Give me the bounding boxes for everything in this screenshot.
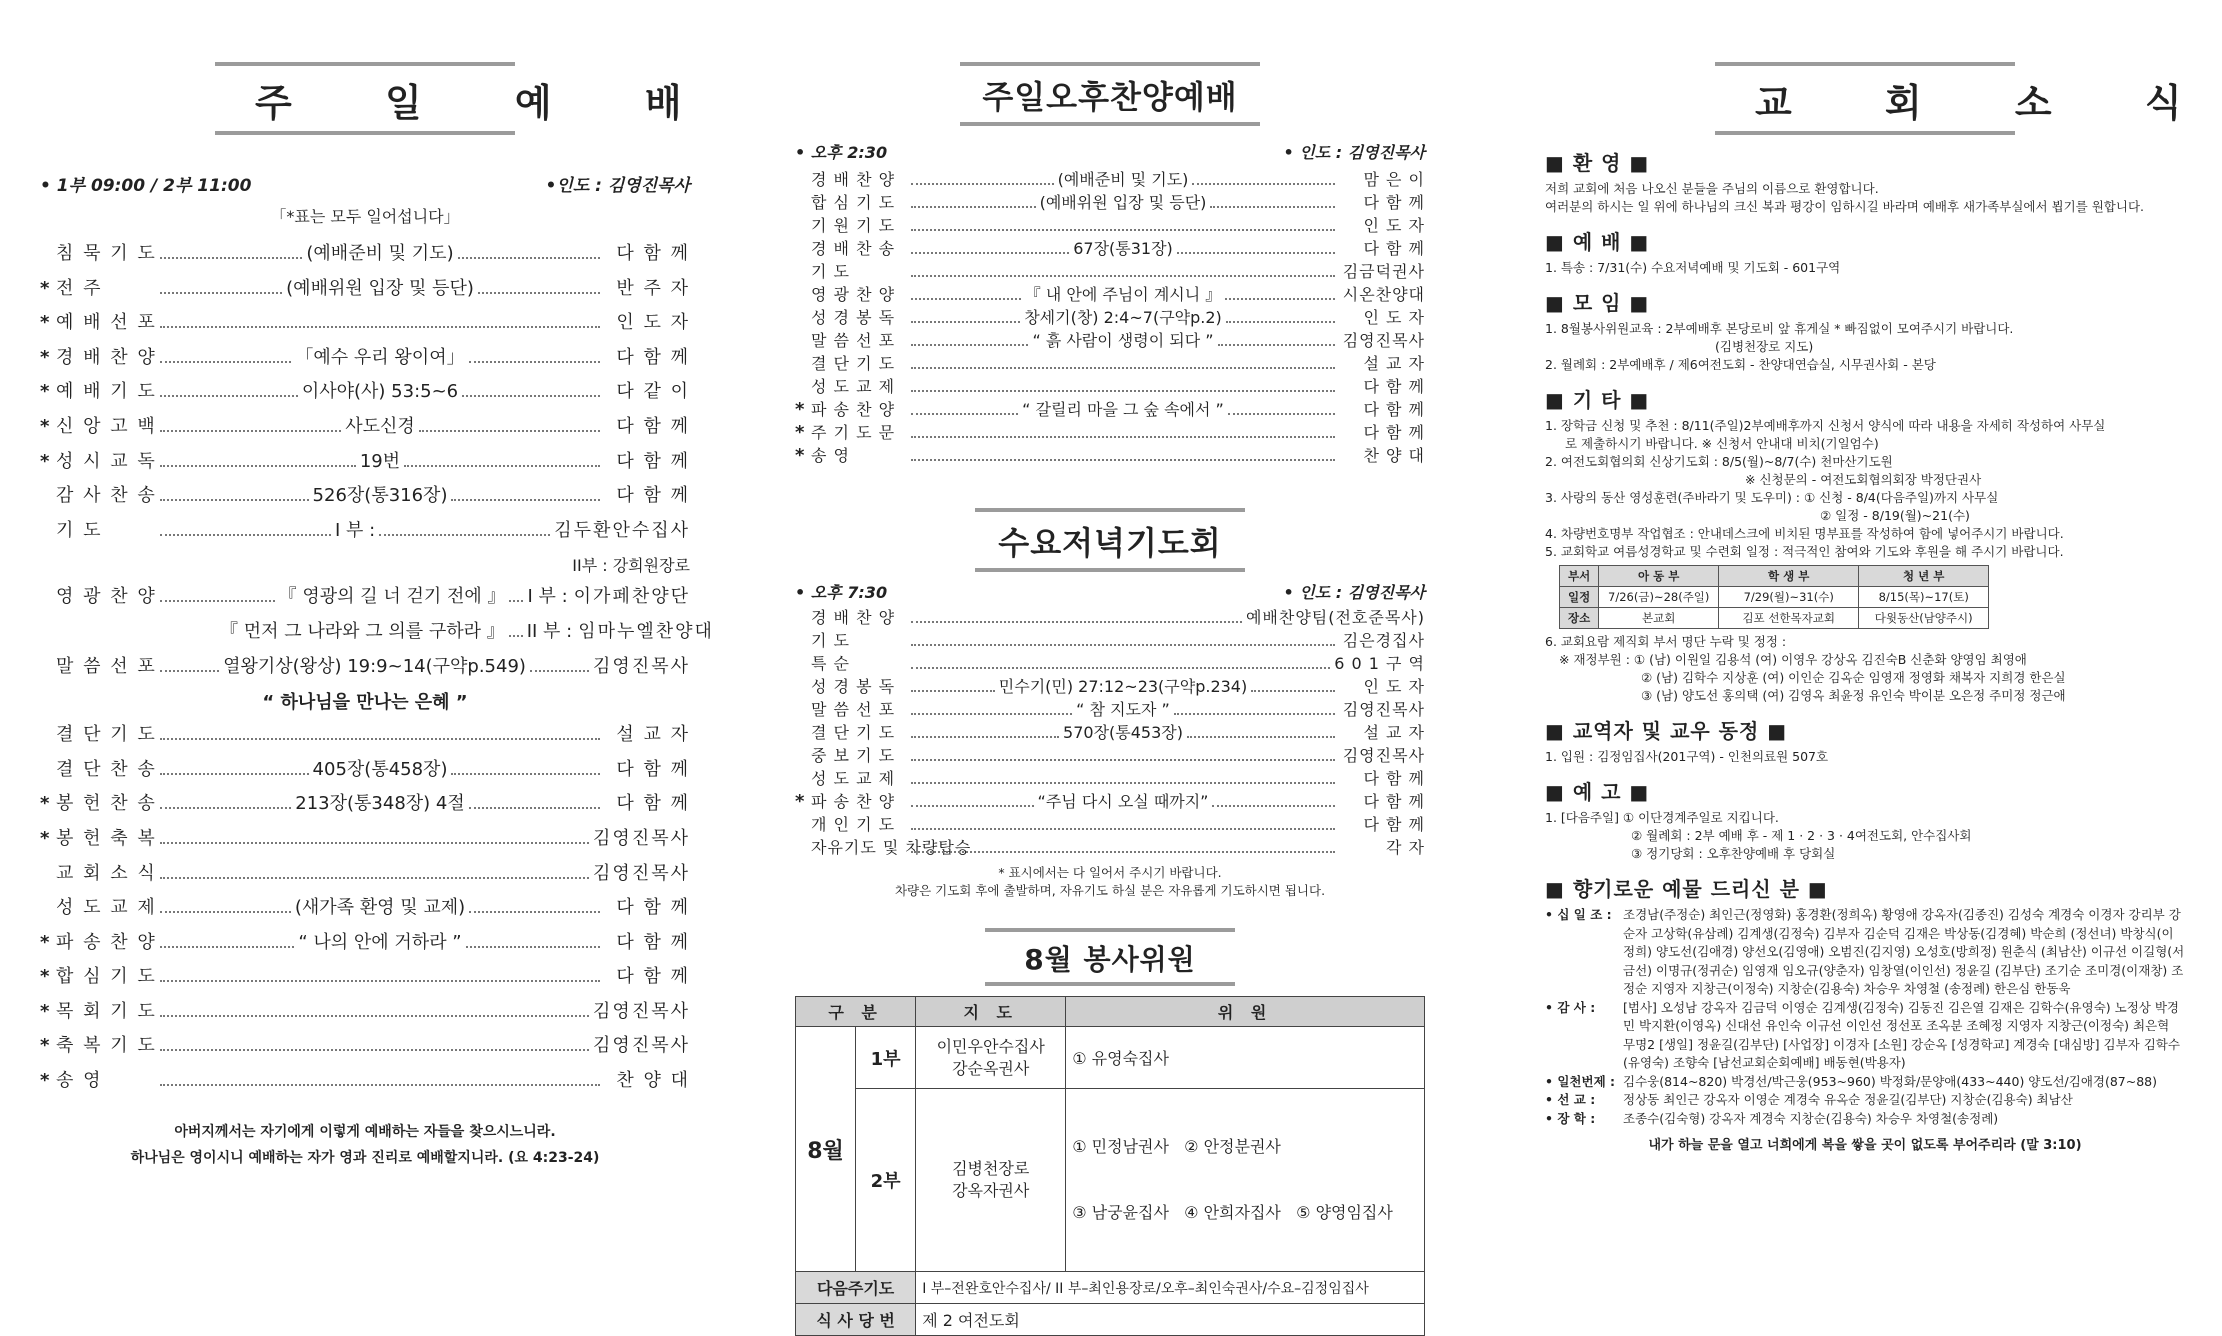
wednesday-title-box (975, 508, 1245, 572)
service-row-label: 기 도 (811, 262, 850, 281)
service-row (795, 420, 1425, 443)
service-row-mid: (예배위원 입장 및 등단) (1039, 193, 1207, 212)
afternoon-header: • 오후 2:30 • 인도 : 김영진목사 (795, 143, 1425, 162)
service-row-who: 다 함 께 (616, 485, 691, 507)
service-row-star: * (40, 381, 50, 403)
service-row-who: 김금덕권사 (1342, 262, 1425, 281)
service-row (40, 1066, 690, 1101)
service-row-who: 설 교 자 (616, 724, 690, 746)
service-row (40, 928, 690, 963)
service-row-who: 설 교 자 (1363, 723, 1425, 742)
service-row-star: * (795, 445, 805, 466)
staff-news-heading: ■ 교역자 및 교우 동정 ■ (1545, 719, 1788, 743)
service-times: • 1부 09:00 / 2부 11:00 (40, 176, 252, 196)
service-row (40, 997, 690, 1032)
service-row-mid: 526장(통316장) (312, 485, 448, 507)
service-row-label: 결 단 기 도 (811, 354, 896, 373)
service-row-mid: 570장(통453장) (1063, 723, 1183, 742)
service-row-label: 중 보 기 도 (811, 746, 896, 765)
service-row-who: 다 함 께 (1363, 815, 1425, 834)
service-row-mid: “주님 다시 오실 때까지” (1037, 792, 1209, 811)
afternoon-order (795, 167, 1425, 466)
service-row-star: * (40, 1070, 50, 1092)
service-row-mid: “ 갈릴리 마을 그 숲 속에서 ” (1022, 400, 1224, 419)
service-row (40, 859, 690, 894)
service-row-label: 봉 헌 찬 송 (56, 793, 157, 815)
order-of-service (40, 239, 690, 550)
choir-row: 영 광 찬 양 『 영광의 길 너 걷기 전에 』 I 부 : 이가페찬양단 (56, 586, 690, 608)
service-row (795, 835, 1425, 858)
service-row-who: 시온찬양대 (1342, 285, 1426, 304)
service-row-who: 김영진목사 (593, 827, 690, 849)
service-row-who: 인 도 자 (616, 312, 690, 334)
service-row-label: 말 씀 선 포 (811, 331, 896, 350)
service-row (40, 447, 690, 482)
service-row (795, 328, 1425, 351)
service-row-label: 성 도 교 제 (811, 769, 896, 788)
service-row-who: 김영진목사 (1342, 331, 1425, 350)
service-row-mid: “ 참 지도자 ” (1076, 700, 1170, 719)
service-row-mid: 「예수 우리 왕이여」 (295, 346, 465, 368)
welcome-heading: ■ 환 영 ■ (1545, 151, 1650, 175)
service-row-who: 다 함 께 (616, 758, 691, 780)
service-row-label: 합 심 기 도 (56, 966, 157, 988)
sermon-title: “ 하나님을 만나는 은혜 ” (262, 692, 468, 714)
service-row-label: 주 기 도 문 (811, 423, 896, 442)
service-row (795, 259, 1425, 282)
wednesday-notes: * 표시에서는 다 일어서 주시기 바랍니다. 차량은 기도회 후에 출발하며, 자유기도 하실 분은 자유롭게 기도하시면 됩니다. (894, 865, 1326, 898)
service-row-mid: 405장(통458장) (312, 758, 448, 780)
service-row-who: 맘 은 이 (1363, 170, 1426, 189)
welcome-text: 저희 교회에 처음 나오신 분들을 주님의 이름으로 환영합니다. 여러분의 하시는 일 위에 하나님의 크신 복과 평강이 임하시길 바라며 예배후 새가족부실에서 뵙기를 원합니다. (1545, 181, 2145, 214)
service-row-who: 김영진목사 (593, 1000, 690, 1022)
service-row (40, 274, 690, 309)
service-row (795, 628, 1425, 651)
afternoon-title-box (960, 62, 1260, 126)
service-row-star: * (40, 931, 50, 953)
service-row (40, 824, 690, 859)
offering-scholarship: • 장 학 : 조종수(김숙형) 강옥자 계경숙 지창순(김용숙) 차승우 차영철(송정례) (1545, 1110, 1999, 1126)
service-row-label: 파 송 찬 양 (811, 400, 896, 419)
service-row-mid: 19번 (359, 450, 401, 472)
service-row-mid: “ 나의 안에 거하라 ” (298, 931, 462, 953)
wednesday-header: • 오후 7:30 • 인도 : 김영진목사 (795, 583, 1425, 602)
service-row-label: 말 씀 선 포 (811, 700, 896, 719)
service-row-label: 목 회 기 도 (56, 1000, 157, 1022)
service-row (40, 755, 690, 790)
service-row-mid: (예배위원 입장 및 등단) (286, 277, 474, 299)
service-row-mid: 창세기(창) 2:4~7(구약p.2) (1024, 308, 1222, 327)
service-row-label: 감 사 찬 송 (56, 485, 157, 507)
service-row-label: 영 광 찬 양 (811, 285, 896, 304)
service-row (795, 651, 1425, 674)
service-row-who: 김영진목사 (1342, 746, 1425, 765)
service-row (40, 239, 690, 274)
service-row (795, 743, 1425, 766)
service-row-star: * (40, 450, 50, 472)
service-row (40, 516, 690, 551)
service-row-who: 각 자 (1386, 838, 1425, 857)
service-row-who: 설 교 자 (1363, 354, 1425, 373)
service-row-who: 다 함 께 (616, 450, 691, 472)
service-row-label: 결 단 기 도 (811, 723, 896, 742)
service-row-mid: 213장(통348장) 4절 (295, 793, 465, 815)
church-news-title: 교 회 소 식 (1755, 81, 2222, 125)
service-row-who: 다 함 께 (1363, 423, 1425, 442)
service-row (795, 812, 1425, 835)
sunday-worship-title: 주 일 예 배 (255, 81, 722, 125)
service-row (40, 720, 690, 755)
service-row-label: 교 회 소 식 (56, 862, 157, 884)
service-row-mid: 사도신경 (345, 415, 415, 437)
service-row-who: 다 함 께 (616, 931, 691, 953)
service-row-star: * (795, 399, 805, 420)
service-row-who: 김두환안수집사 (554, 519, 690, 541)
service-row-mid: (새가족 환영 및 교제) (294, 897, 466, 919)
service-row-mid: 67장(통31장) (1073, 239, 1173, 258)
service-row-label: 신 앙 고 백 (56, 415, 157, 437)
service-row-star: * (40, 312, 50, 334)
service-row-label: 기 도 (56, 519, 103, 541)
service-row (40, 1031, 690, 1066)
service-row-star: * (795, 422, 805, 443)
service-row (795, 789, 1425, 812)
offering-thousand: • 일천번제 : 김수웅(814~820) 박경선/박근웅(953~960) 박정화/문양애(433~440) 양도선/김애경(87~88) (1545, 1073, 2158, 1089)
service-row-label: 기 도 (811, 631, 850, 650)
service-row (40, 412, 690, 447)
worship-heading: ■ 예 배 ■ (1545, 230, 1650, 254)
service-row-label: 성 시 교 독 (56, 450, 157, 472)
service-row-label: 경 배 찬 양 (811, 608, 896, 627)
service-row (40, 789, 690, 824)
service-row-who: 6 0 1 구 역 (1334, 654, 1425, 673)
service-row (795, 236, 1425, 259)
service-row-label: 축 복 기 도 (56, 1035, 157, 1057)
service-row-star: * (40, 827, 50, 849)
service-row-label: 파 송 찬 양 (56, 931, 157, 953)
etc-heading: ■ 기 타 ■ (1545, 388, 1650, 412)
standing-note: 「*표는 모두 일어섭니다」 (270, 207, 460, 226)
service-row-star: * (40, 966, 50, 988)
service-row-who: 찬 양 대 (616, 1070, 690, 1092)
service-row-who: 김영진목사 (593, 1035, 690, 1057)
volunteer-title-box (985, 928, 1235, 986)
wednesday-order (795, 605, 1425, 858)
church-news-column (1545, 62, 2222, 1153)
meeting-heading: ■ 모 임 ■ (1545, 291, 1650, 315)
service-row-label: 송 영 (811, 446, 850, 465)
service-row (795, 697, 1425, 720)
service-row-star: * (40, 793, 50, 815)
service-row (40, 962, 690, 997)
service-row-mid: 민수기(민) 27:12~23(구약p.234) (998, 677, 1248, 696)
service-row (40, 893, 690, 928)
service-row-label: 개 인 기 도 (811, 815, 896, 834)
service-row-star: * (40, 1000, 50, 1022)
service-row-mid: 이사야(사) 53:5~6 (301, 381, 459, 403)
announcement-text: 1. [다음주일] ① 이단경계주일로 지킵니다. ② 월례회 : 2부 예배 후 - 제 1 · 2 · 3 · 4여전도회, 안수집사회 ③ 정기당회 : 오후찬양예배 후 당회실 (1545, 810, 1972, 861)
service-row (795, 282, 1425, 305)
service-row-who: 반 주 자 (616, 277, 691, 299)
service-row (795, 351, 1425, 374)
church-news-title-box (1715, 62, 2222, 135)
service-row (795, 720, 1425, 743)
service-row-who: 다 함 께 (616, 346, 691, 368)
worship-text: 1. 특송 : 7/31(수) 수요저녁예배 및 기도회 - 601구역 (1545, 260, 1841, 275)
etc-text: 1. 장학금 신청 및 추천 : 8/11(주일)2부예배후까지 신청서 양식에 따라 내용을 자세히 작성하여 사무실 로 제출하시기 바랍니다. ※ 신청서 안내대 비치(기일엄수) 2. 여전도회협의회 신상기도회 : 8/5(월)~8/7(수) 천마산기도원 ※ 신청문의 - 여전도회협의회장 박정단권사 3. 사랑의 동산 영성훈련(주바라기 및 도우미) : ① 신청 - 8/4(다음주일)까지 사무실 ② 일정 - 8/19(월)~21(수) 4. 차량번호명부 작업협조 : 안내데스크에 비치된 명부표를 작성하여 함에 넣어주시기 바랍니다. 5. 교회학교 여름성경학교 및 수련회 일정 : 적극적인 참여와 기도와 후원을 해 주시기 바랍니다. 부서 아 동 부 학 생 부 청 년 부 일정 7/26(금)~28(주일) 7/29(월)~31(수) 8/15(목)~17(토) 장소 본교회 김포 선한목자교회 다윗동산(남양주시) 6. 교회요람 제직회 부서 명단 누락 및 정정 : ※ 재정부원 : ① (남) 이원일 김용석 (여) 이영우 강상옥 김진숙B 신춘화 양영임 최영애 ② (남) 김학수 지상훈 (여) 이인순 김옥순 임영재 정영화 채복자 지희경 한은실 ③ (남) 양도선 홍의택 (여) 김영옥 최윤정 유인숙 박이분 오은정 주미정 정근애 (1545, 418, 2106, 703)
service-row (795, 605, 1425, 628)
service-row-who: 다 함 께 (1363, 377, 1425, 396)
offering-mission: • 선 교 : 정상동 최인근 강옥자 이영순 계경숙 유옥순 정윤길(김부단) 지창순(김용숙) 최남산 (1545, 1092, 2073, 1107)
service-row-label: 경 배 찬 송 (811, 239, 896, 258)
offering-list (1545, 906, 2185, 1128)
service-row-star: * (795, 791, 805, 812)
service-row-who: 김은경집사 (1342, 631, 1425, 650)
service-row-label: 자유기도 및 차량탑승 (811, 838, 972, 857)
service-leader: •인도 : 김영진목사 (545, 176, 690, 196)
service-row-mid: I 부 : (335, 519, 376, 541)
wednesday-title: 수요저녁기도회 (998, 524, 1222, 562)
service-row-label: 경 배 찬 양 (56, 346, 157, 368)
offering-thanks: • 감 사 : [범사] 오성남 강옥자 김금덕 이영순 김계생(김정숙) 김동진 김은열 김재은 김학수(유영숙) 노정상 박경민 박지환(이영옥) 신대선 유인숙 이규선 이인선 정선포 조옥분 조혜정 지영자 지창근(이정숙) 최은혁 무명2 [생일] 정윤길(김부단) [사업장] 이경자 [소원] 강순옥 [성경학교] 계경숙 [대심방] 김부자 김학수(유영숙) 조향숙 [남선교회순회예배] 배동현(박용자) (1545, 999, 2180, 1070)
service-row-who: 다 함 께 (1363, 239, 1426, 258)
service-row-label: 성 경 봉 독 (811, 308, 896, 327)
service-row-who: 인 도 자 (1363, 677, 1426, 696)
service-row-mid: (예배준비 및 기도) (1057, 170, 1189, 189)
announcement-heading: ■ 예 고 ■ (1545, 780, 1650, 804)
service-row-label: 합 심 기 도 (811, 193, 896, 212)
service-row-label: 성 도 교 제 (56, 897, 157, 919)
service-row (40, 481, 690, 516)
service-row-who: 인 도 자 (1363, 308, 1425, 327)
service-row-label: 예 배 기 도 (56, 381, 157, 403)
offering-tithe: • 십 일 조 : 조경남(주정순) 최인근(정영화) 홍경환(정희옥) 황영애 강옥자(김종진) 김성숙 계경숙 이경자 강리부 강순자 고상학(유삼례) 김계생(김정숙) 김부자 김순덕 김재은 박상동(김경혜) 박순희 (정선녀) 박창식(이정희) 양도선(김애경) 양선오(김영애) 오범진(김지영) 오성호(방희정) 원춘식 (최남산) 이규선 이길형(서금선) 이명규(정귀순) 임영재 임오규(양춘자) 임창열(이인선) 정윤길 (김부단) 조기순 조미경(이재창) 조정순 지영자 지창근(이정숙) 지창순(김용숙) 차승우 차영철 (송정례) 한은심 한동욱 (1545, 907, 2185, 996)
service-row-who: 다 함 께 (616, 415, 690, 437)
service-row-star: * (40, 277, 50, 299)
service-row-who: 다 함 께 (1363, 792, 1426, 811)
afternoon-worship-column (795, 62, 1425, 1336)
service-row-who: 다 함 께 (616, 897, 691, 919)
service-row-star: * (40, 346, 50, 368)
volunteer-table: 구 분 지 도 위 원 8월 1부 이민우안수집사 강순옥권사 ① 유영숙집사 2부 김병천장로 강옥자권사 ① 민정남권사 ② 안정분권사 ③ 남궁윤집사 ④ 안희자집사 ⑤ 양영임집사 다음주기도 I 부–전완호안수집사/ II 부–최인용장로/오후–최인숙권사/수요–김정임집사 식 사 당 번 제 2 여전도회 (795, 996, 1425, 1336)
service-row-label: 예 배 선 포 (56, 312, 157, 334)
service-row-who: 김영진목사 (593, 862, 690, 884)
service-row-label: 봉 헌 축 복 (56, 827, 157, 849)
service-row-mid: (예배준비 및 기도) (306, 243, 454, 264)
service-row (795, 190, 1425, 213)
service-row-mid: “ 흙 사람이 생령이 되다 ” (1032, 331, 1214, 350)
service-row-star: * (40, 415, 50, 437)
service-row-label: 경 배 찬 양 (811, 170, 896, 189)
service-row (795, 305, 1425, 328)
volunteer-title: 8월 봉사위원 (1024, 943, 1196, 976)
service-row-who: 찬 양 대 (1363, 446, 1425, 465)
service-row-label: 송 영 (56, 1070, 103, 1092)
sermon-row: 말 씀 선 포 열왕기상(왕상) 19:9~14(구약p.549) 김영진목사 (56, 655, 690, 677)
service-row (795, 766, 1425, 789)
service-row-label: 결 단 기 도 (56, 724, 157, 746)
bottom-verse: 내가 하늘 문을 열고 너희에게 복을 쌓을 곳이 없도록 부어주리라 (말 3:10) (1648, 1138, 2082, 1153)
service-row (795, 674, 1425, 697)
service-row (40, 308, 690, 343)
service-row-who: 김영진목사 (1342, 700, 1426, 719)
service-row-who: 다 함 께 (616, 966, 690, 988)
service-row-mid: 『 내 안에 주님이 계시니 』 (1024, 285, 1222, 304)
service-row-who: 다 함 께 (1363, 400, 1425, 419)
meeting-text: 1. 8월봉사위원교육 : 2부예배후 본당로비 앞 휴게실 * 빠짐없이 모여주시기 바랍니다. (김병천장로 지도) 2. 월례회 : 2부예배후 / 제6여전도회 - 찬양대연습실, 시무권사회 - 본당 (1545, 321, 2014, 372)
service-row-label: 결 단 찬 송 (56, 758, 157, 780)
service-row-who: 예배찬양팀(전호준목사) (1245, 608, 1425, 627)
service-row-label: 특 순 (811, 654, 850, 673)
summer-schedule-table: 부서 아 동 부 학 생 부 청 년 부 일정 7/26(금)~28(주일) 7/29(월)~31(수) 8/15(목)~17(토) 장소 본교회 김포 선한목자교회 다윗동산(남양주시) (1559, 565, 1989, 629)
sunday-worship-column (40, 62, 722, 1171)
order-of-service-2 (40, 720, 690, 1101)
service-row-star: * (40, 1035, 50, 1057)
footer-verse: 아버지께서는 자기에게 이렇게 예배하는 자들을 찾으시느니라. 하나님은 영이시니 예배하는 자가 영과 진리로 예배할지니라. (요 4:23-24) (130, 1123, 600, 1166)
service-row-who: 다 함 께 (1363, 769, 1425, 788)
sunday-worship-title-box (215, 62, 722, 135)
service-row-label: 기 원 기 도 (811, 216, 896, 235)
offering-heading: ■ 향기로운 예물 드리신 분 ■ (1545, 877, 1828, 901)
prayer-second-service: II부 : 강희원장로 (572, 556, 690, 576)
service-row-label: 침 묵 기 도 (56, 243, 157, 264)
service-row-who: 다 함 께 (1363, 193, 1426, 212)
sunday-worship-header (40, 171, 690, 196)
service-row-who: 다 함 께 (616, 793, 691, 815)
service-row (795, 167, 1425, 190)
afternoon-title: 주일오후찬양예배 (982, 78, 1238, 116)
service-row-label: 전 주 (56, 277, 103, 299)
service-row (40, 377, 690, 412)
service-row-who: 다 함 께 (616, 243, 690, 264)
service-row (795, 397, 1425, 420)
staff-news-text: 1. 입원 : 김정임집사(201구역) - 인천의료원 507호 (1545, 749, 1829, 764)
service-row (795, 374, 1425, 397)
service-row (795, 443, 1425, 466)
service-row-label: 파 송 찬 양 (811, 792, 896, 811)
choir-row-2: 『 먼저 그 나라와 그 의를 구하라 』 II 부 : 임마누엘찬양대 (220, 620, 714, 642)
service-row-who: 다 같 이 (616, 381, 690, 403)
service-row-label: 성 경 봉 독 (811, 677, 896, 696)
service-row (40, 343, 690, 378)
service-row-label: 성 도 교 제 (811, 377, 896, 396)
service-row (795, 213, 1425, 236)
service-row-who: 인 도 자 (1363, 216, 1425, 235)
